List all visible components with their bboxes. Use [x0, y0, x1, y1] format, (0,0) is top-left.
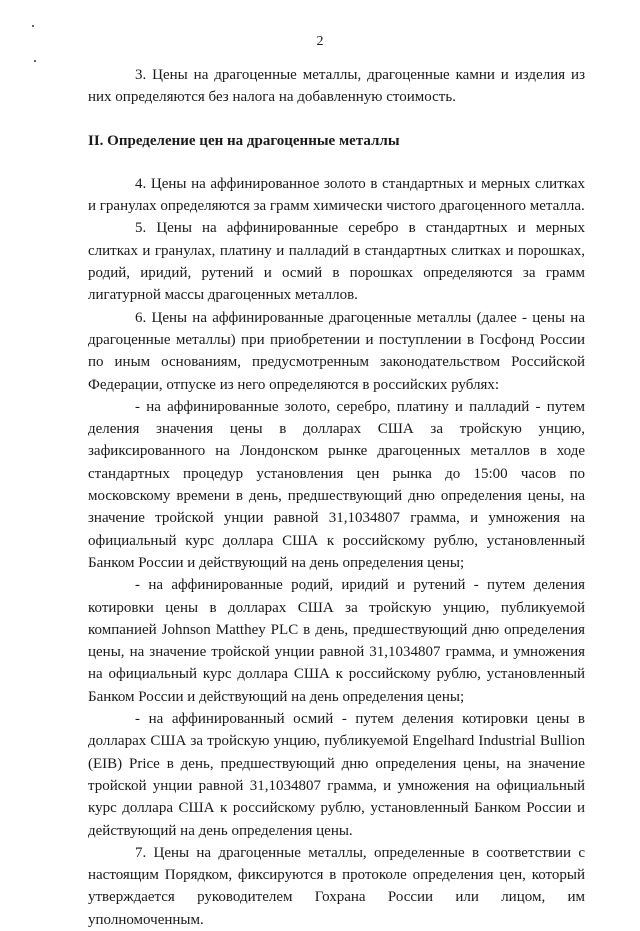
page-number: 2 — [316, 34, 324, 49]
paragraph-3: 3. Цены на драгоценные металлы, драгоценные камни и изделия из них определяются без налога на добавленную стоимость. — [88, 67, 585, 106]
paragraph-4: 4. Цены на аффинированное золото в стандартных и мерных слитках и гранулах определяются за грамм химически чистого драгоценного металла. — [88, 175, 585, 215]
paragraph-5: 5. Цены на аффинированные серебро в стандартных и мерных слитках и гранулах, платину и палладий в стандартных слитках и порошках, родий, иридий, рутений и осмий в порошках определяются за грамм лигатурной массы драгоценных металлов. — [88, 220, 585, 304]
list-item-osmium: - на аффинированный осмий - путем деления котировки цены в долларах США за тройскую унцию, публикуемой Engelhard Industrial Bullion (EIB) Price в день, предшествующий дню определения цены, на значение тройской унции равной 31,1034807 грамма, и умножения на официальный курс доллара США к российскому рублю, установленный Банком России и действующий на день определения цены. — [88, 711, 585, 839]
list-item-rhodium-iridium-ruthenium: - на аффинированные родий, иридий и рутений - путем деления котировки цены в долларах США за тройскую унцию, публикуемой компанией Johnson Matthey PLC в день, предшествующий дню определения цены, на значение тройской унции равной 31,1034807 грамма, и умножения на официальный курс доллара США к российскому рублю, установленный Банком России и действующий на день определения цены; — [88, 577, 585, 705]
scan-mark-bottom — [34, 60, 36, 62]
paragraph-6: 6. Цены на аффинированные драгоценные металлы (далее - цены на драгоценные металлы) при приобретении и поступлении в Госфонд России по иным основаниям, предусмотренным законодательством Российской Федерации, отпуске из него определяются в российских рублях: — [88, 309, 585, 393]
paragraph-7: 7. Цены на драгоценные металлы, определенные в соответствии с настоящим Порядком, фиксируются в протоколе определения цен, который утверждается руководителем Гохрана России или лицом, им уполномоченным. — [88, 844, 585, 928]
section-heading: II. Определение цен на драгоценные металлы — [88, 132, 400, 149]
list-item-gold-silver-platinum: - на аффинированные золото, серебро, платину и палладий - путем деления значения цены в долларах США за тройскую унцию, зафиксированного на Лондонском рынке драгоценных металлов в ходе стандартных процедур установления цен рынка до 15:00 часов по московскому времени в день, предшествующий дню определения цены, на значение тройской унции равной 31,1034807 грамма, и умножения на официальный курс доллара США к российскому рублю, установленный Банком России и действующий на день определения цены; — [88, 398, 585, 571]
scan-mark-top — [32, 25, 34, 27]
document-body — [88, 64, 585, 931]
